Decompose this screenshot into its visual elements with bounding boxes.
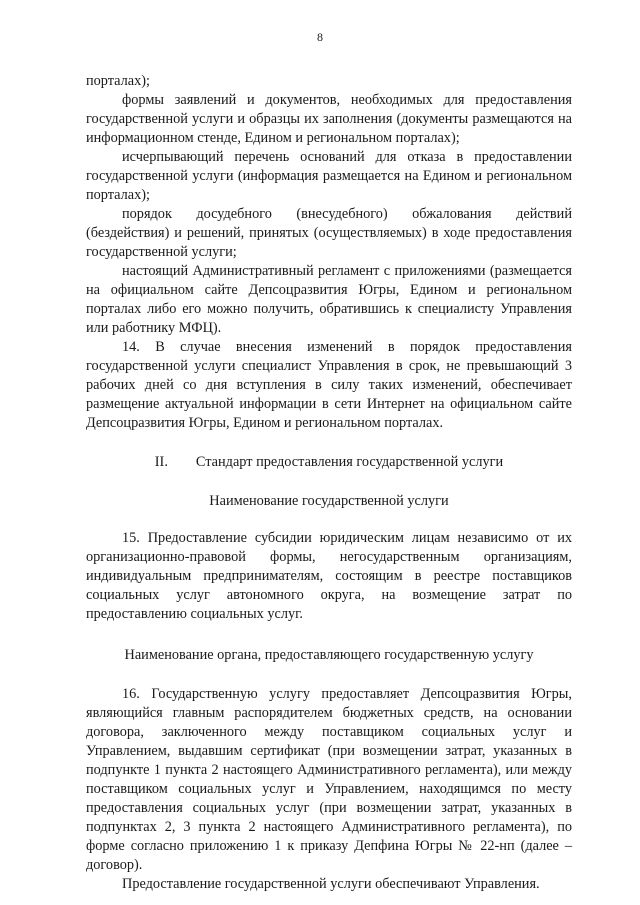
paragraph: настоящий Административный регламент с приложениями (размещается на официальном сайте Депсоцразвития Югры, Едином и региональном порталах либо его можно получить, обратившись к специалисту Управления или работнику МФЦ). (86, 263, 572, 336)
section-number: II. (154, 454, 168, 470)
document-body (86, 72, 572, 894)
paragraph: формы заявлений и документов, необходимых для предоставления государственной услуги и образцы их заполнения (документы размещаются на информационном стенде, Едином и региональном порталах); (86, 92, 572, 146)
paragraph: 15. Предоставление субсидии юридическим лицам независимо от их организационно-правовой формы, негосударственным организациям, индивидуальным предпринимателям, состоящим в реестре поставщиков социальных услуг автономного округа, на возмещение затрат по предоставлению социальных услуг. (86, 530, 572, 622)
paragraph: исчерпывающий перечень оснований для отказа в предоставлении государственной услуги (информация размещается на Едином и региональном порталах); (86, 149, 572, 203)
paragraph: порядок досудебного (внесудебного) обжалования действий (бездействия) и решений, принятых (осуществляемых) в ходе предоставления государственной услуги; (86, 206, 572, 260)
section-title: Стандарт предоставления государственной услуги (195, 454, 504, 470)
paragraph: 14. В случае внесения изменений в порядок предоставления государственной услуги специалист Управления в срок, не превышающий 3 рабочих дней со дня вступления в силу таких изменений, обеспечивает размещение актуальной информации в сети Интернет на официальном сайте Депсоцразвития Югры, Едином и региональном порталах. (86, 339, 572, 431)
subsection-heading: Наименование органа, предоставляющего государственную услугу (124, 647, 534, 663)
paragraph: 16. Государственную услугу предоставляет Депсоцразвития Югры, являющийся главным распорядителем бюджетных средств, на основании договора, заключенного между поставщиком социальных услуг и Управлением, выдавшим сертификат (при возмещении затрат, указанных в подпункте 1 пункта 2 настоящего Административного регламента), или между поставщиком социальных услуг и Управлением, находящимся по месту предоставления социальных услуг (при возмещении затрат, указанных в подпунктах 2, 3 пункта 2 настоящего Административного регламента), по форме согласно приложению 1 к приказу Депфина Югры № 22-нп (далее – договор). (86, 686, 572, 873)
page-number: 8 (317, 30, 323, 44)
paragraph: порталах); (86, 73, 151, 89)
section-heading (86, 453, 572, 472)
subsection-heading: Наименование государственной услуги (209, 493, 449, 509)
paragraph: Предоставление государственной услуги обеспечивают Управления. (122, 876, 540, 892)
